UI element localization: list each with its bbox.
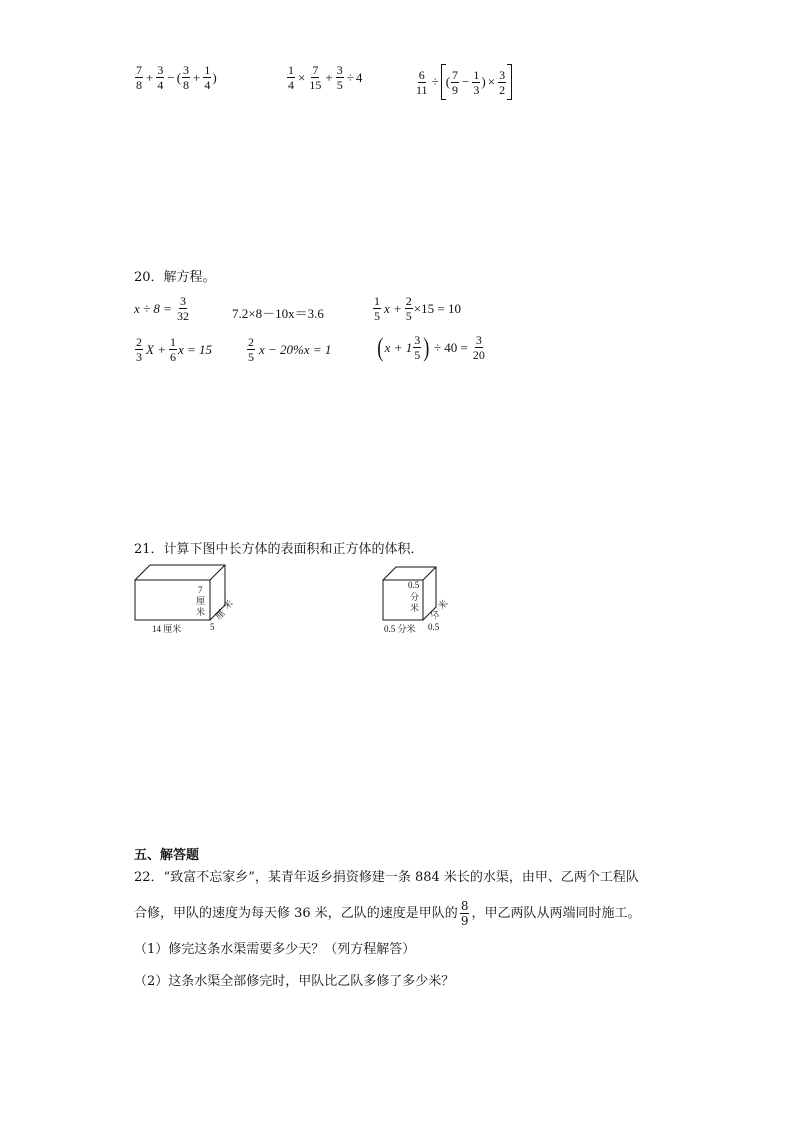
fraction: $\frac{3}{8}$ bbox=[183, 63, 190, 92]
expression-2: $\frac{1}{4}$ × $\frac{7}{15}$ + $\frac{3}{5}$ ÷ 4 bbox=[288, 63, 363, 92]
equation-5: $\frac{2}{5}$ x − 20%x = 1 bbox=[248, 335, 332, 364]
cuboid-height: 7 bbox=[198, 585, 203, 595]
fraction: $\frac{3}{2}$ bbox=[499, 67, 506, 97]
fraction: $\frac{2}{5}$ bbox=[405, 294, 412, 323]
question-22-line-1: 22．“致富不忘家乡”，某青年返乡捐资修建一条 884 米长的水渠，由甲、乙两个工程队 bbox=[134, 870, 639, 885]
cube-length: 0.5 分米 bbox=[384, 624, 416, 634]
fraction: $\frac{1}{4}$ bbox=[204, 63, 211, 92]
equation-4: $\frac{2}{3}$ X + $\frac{1}{6}$ x = 15 bbox=[136, 335, 213, 364]
cuboid-width-unit-1: 厘 bbox=[213, 607, 227, 622]
fraction: $\frac{2}{5}$ bbox=[248, 335, 254, 364]
expression-1: $\frac{7}{8}$ + $\frac{3}{4}$ − ( $\frac{3}{8}$ + $\frac{1}{4}$ ) bbox=[136, 63, 217, 92]
cube-height: 0.5 bbox=[408, 580, 420, 590]
fraction: $\frac{1}{3}$ bbox=[473, 67, 480, 97]
equation-2: 7.2×8－10x＝3.6 bbox=[232, 306, 324, 321]
question-21-title: 21．计算下图中长方体的表面积和正方体的体积． bbox=[134, 542, 424, 557]
cuboid-figure bbox=[130, 560, 250, 640]
equation-1: x ÷ 8 = $\frac{3}{32}$ bbox=[134, 294, 189, 323]
fraction: $\frac{7}{9}$ bbox=[452, 67, 459, 97]
right-paren: ) bbox=[423, 332, 430, 362]
fraction: $\frac{3}{5}$ bbox=[336, 63, 343, 92]
fraction: $\frac{1}{5}$ bbox=[374, 294, 380, 323]
fraction: $\frac{7}{8}$ bbox=[136, 63, 142, 92]
fraction: $\frac{3}{32}$ bbox=[176, 294, 189, 323]
cube-width: 0.5 bbox=[428, 622, 440, 632]
equation-6: ( x + 1 $\frac{3}{5}$ ) ÷ 40 = $\frac{3}{20}$ bbox=[377, 332, 485, 362]
cube-width-unit-2: 米 bbox=[436, 597, 450, 612]
left-paren: ( bbox=[377, 332, 384, 362]
question-20-title: 20．解方程。 bbox=[134, 270, 216, 285]
fraction: $\frac{3}{5}$ bbox=[414, 333, 421, 362]
fraction: $\frac{1}{6}$ bbox=[169, 335, 176, 364]
cuboid-height-unit-2: 米 bbox=[196, 607, 206, 617]
section-5-title: 五、解答题 bbox=[134, 848, 200, 863]
fraction: $\frac{6}{11}$ bbox=[416, 67, 428, 97]
fraction: $\frac{1}{4}$ bbox=[288, 63, 294, 92]
cuboid-length: 14 厘米 bbox=[152, 624, 182, 634]
cube-height-unit-1: 分 bbox=[410, 592, 420, 602]
cube-figure bbox=[378, 560, 468, 640]
right-bracket bbox=[507, 64, 512, 100]
fraction: $\frac{2}{3}$ bbox=[136, 335, 142, 364]
expression-3: $\frac{6}{11}$ ÷ ( $\frac{7}{9}$ − $\frac{1}{3}$ ) × $\frac{3}{2}$ bbox=[414, 64, 512, 100]
equation-3: $\frac{1}{5}$ x + $\frac{2}{5}$ ×15 = 10 bbox=[374, 294, 461, 323]
question-22-sub-2: （2）这条水渠全部修完时，甲队比乙队多修了多少米？ bbox=[134, 974, 455, 989]
fraction: $\frac{3}{4}$ bbox=[157, 63, 164, 92]
fraction: $\frac{7}{15}$ bbox=[309, 63, 322, 92]
fraction: $\frac{3}{20}$ bbox=[472, 333, 485, 362]
cube-height-unit-2: 米 bbox=[410, 603, 420, 613]
fraction: $\frac{8}{9}$ bbox=[460, 899, 469, 928]
question-22-line-2: 合修，甲队的速度为每天修 36 米，乙队的速度是甲队的 $\frac{8}{9}$ ，甲乙两队从两端同时施工。 bbox=[134, 899, 641, 928]
question-22-sub-1: （1）修完这条水渠需要多少天？（列方程解答） bbox=[134, 942, 416, 957]
cuboid-width: 5 bbox=[210, 622, 215, 632]
cube-width-unit-1: 分 bbox=[428, 607, 442, 622]
cuboid-height-unit-1: 厘 bbox=[196, 596, 206, 606]
cuboid-width-unit-2: 米 bbox=[221, 597, 235, 612]
